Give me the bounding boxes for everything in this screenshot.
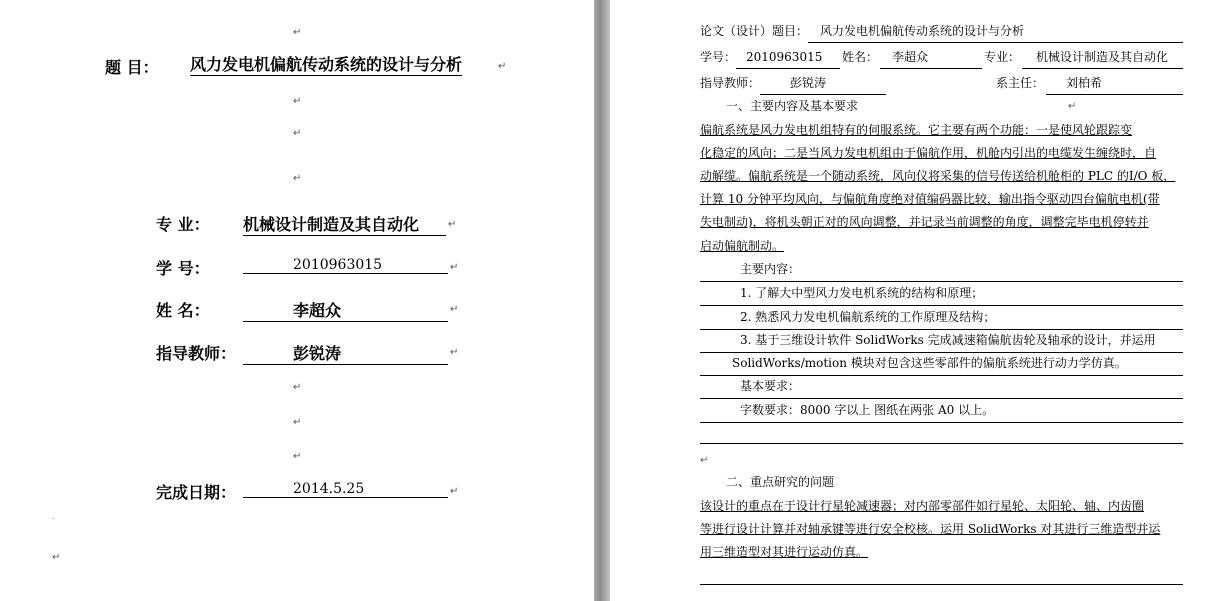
title-label: 题 目：	[105, 58, 159, 77]
paragraph-mark: ↵	[293, 128, 302, 139]
basic-req-text: 字数要求：8000 字以上 图纸在两张 A0 以上。	[700, 399, 1183, 423]
page-gutter	[594, 0, 610, 601]
section2-heading: 二、重点研究的问题	[726, 475, 835, 489]
name-value: 李超众	[880, 46, 982, 69]
paragraph-mark: ↵	[700, 455, 709, 466]
paragraph-mark: ↵	[293, 96, 302, 107]
section1-line: 计算 10 分钟平均风向，与偏航角度绝对值编码器比较，输出指令驱动四台偏航电机(带	[700, 192, 1160, 206]
section1-line: 失电制动)，将机头朝正对的风向调整，并记录当前调整的角度，调整完毕电机停转并	[700, 215, 1149, 229]
task-page	[610, 0, 1215, 601]
main-item: 2. 熟悉风力发电机偏航系统的工作原理及结构；	[700, 306, 1183, 330]
paragraph-mark: ↵	[293, 27, 302, 38]
section2-line: 用三维造型对其进行运动仿真。	[700, 545, 869, 559]
main-content-label: 主要内容：	[700, 258, 1183, 282]
student-id-value: 2010963015	[243, 257, 448, 274]
director-label: 系主任：	[996, 76, 1045, 90]
section1-line: 偏航系统是风力发电机组特有的伺服系统。它主要有两个功能：一是使风轮跟踪变	[700, 123, 1133, 137]
id-value: 2010963015	[736, 46, 840, 69]
advisor-label: 指导教师：	[700, 76, 761, 90]
title-value: 风力发电机偏航传动系统的设计与分析	[190, 55, 463, 74]
paragraph-mark: ↵	[293, 417, 302, 428]
section1-heading: 一、主要内容及基本要求	[726, 99, 859, 113]
blank-line	[700, 561, 1183, 585]
student-id-label: 学 号：	[156, 259, 210, 278]
major-value: 机械设计制造及其自动化	[243, 212, 446, 236]
paragraph-mark: ↵	[450, 347, 459, 358]
basic-req-label: 基本要求：	[700, 375, 1183, 399]
section2-line: 等进行设计计算并对轴承键等进行安全校核。运用 SolidWorks 对其进行三维造型并运	[700, 522, 1161, 536]
paragraph-mark: ↵	[293, 382, 302, 393]
thesis-value: 风力发电机偏航传动系统的设计与分析	[808, 20, 1183, 43]
blank-line	[700, 420, 1183, 444]
major-label: 专 业：	[156, 215, 210, 234]
cover-page	[0, 0, 594, 601]
cursor-mark: .	[52, 512, 55, 521]
advisor-value: 彭锐涛	[243, 341, 448, 365]
section1-line: 化稳定的风向；二是当风力发电机组由于偏航作用，机舱内引出的电缆发生缠绕时，自	[700, 146, 1157, 160]
name-value: 李超众	[243, 298, 448, 322]
main-item: SolidWorks/motion 模块对包含这些零部件的偏航系统进行动力学仿真。	[700, 352, 1183, 376]
section2-line: 该设计的重点在于设计行星轮减速器；对内部零部件如行星轮、太阳轮、轴、内齿圈	[700, 499, 1145, 513]
paragraph-mark: ↵	[450, 304, 459, 315]
date-label: 完成日期：	[156, 483, 237, 502]
director-value: 刘柏希	[1046, 72, 1183, 95]
paragraph-mark: ↵	[293, 173, 302, 184]
advisor-value: 彭锐涛	[760, 72, 886, 95]
paragraph-mark: ↵	[1068, 101, 1077, 112]
paragraph-mark: ↵	[450, 262, 459, 273]
paragraph-mark: ↵	[450, 486, 459, 497]
name-label: 姓 名：	[156, 301, 210, 320]
paragraph-mark: ↵	[293, 451, 302, 462]
section1-line: 启动偏航制动。	[700, 239, 785, 253]
name-label: 姓名：	[842, 50, 879, 64]
paragraph-mark: ↵	[448, 219, 457, 230]
advisor-label: 指导教师：	[156, 344, 237, 363]
paragraph-mark: ↵	[52, 552, 61, 563]
section1-line: 动解缆。偏航系统是一个随动系统，风向仪将采集的信号传送给机舱柜的 PLC 的I/O 板，	[700, 169, 1176, 183]
paragraph-mark: ↵	[498, 61, 507, 72]
major-label: 专业：	[984, 50, 1021, 64]
id-label: 学号：	[700, 50, 737, 64]
main-item: 3. 基于三维设计软件 SolidWorks 完成减速箱偏航齿轮及轴承的设计，并运用	[700, 329, 1183, 353]
major-value: 机械设计制造及其自动化	[1022, 46, 1183, 69]
date-value: 2014.5.25	[243, 481, 448, 498]
main-item: 1. 了解大中型风力发电机系统的结构和原理；	[700, 282, 1183, 306]
thesis-label: 论文（设计）题目：	[700, 24, 809, 38]
